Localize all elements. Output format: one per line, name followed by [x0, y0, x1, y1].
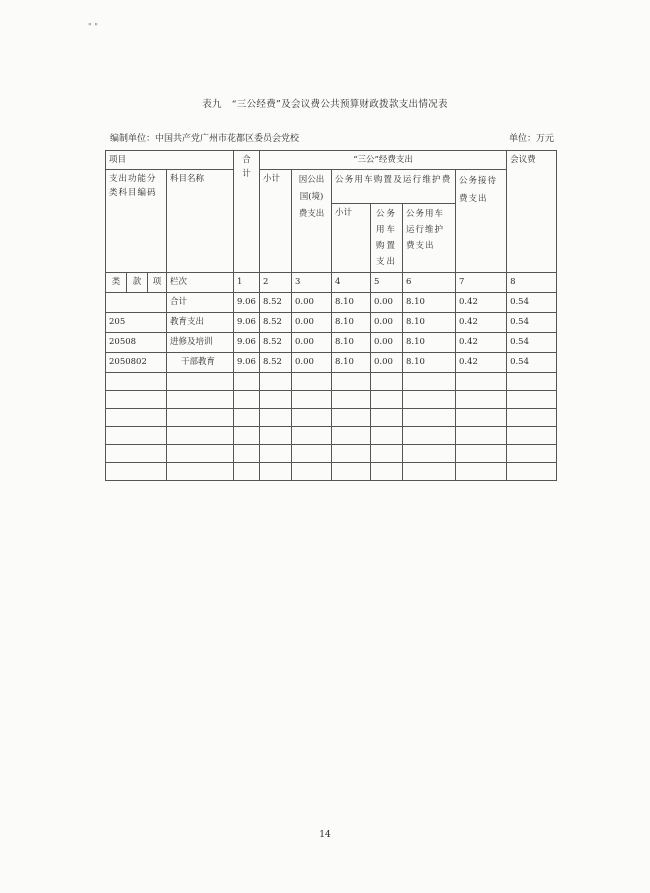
empty-cell [292, 391, 332, 409]
row-cell: 8.10 [403, 293, 456, 313]
empty-cell [292, 463, 332, 481]
row-cell: 0.54 [507, 333, 557, 353]
row-cell: 9.06 [234, 293, 260, 313]
empty-cell [456, 463, 507, 481]
row-cell: 0.00 [292, 353, 332, 373]
row-cell: 8.10 [332, 293, 371, 313]
empty-cell [507, 445, 557, 463]
header-vehicle-purchase [371, 204, 403, 273]
empty-cell [332, 409, 371, 427]
row-cell: 8.10 [403, 333, 456, 353]
empty-cell [106, 427, 167, 445]
col-num-6: 6 [403, 273, 456, 293]
header-total-label: 合计 [242, 155, 251, 179]
row-cell: 0.42 [456, 313, 507, 333]
empty-cell [371, 409, 403, 427]
header-vehicle-purchase-label: 公务用车购置支出 [376, 209, 398, 267]
row-cell: 8.10 [403, 313, 456, 333]
scan-speck: " " [88, 22, 98, 31]
expense-table [105, 150, 557, 481]
empty-cell [260, 373, 292, 391]
row-cell: 0.00 [292, 293, 332, 313]
row-cell: 0.42 [456, 353, 507, 373]
row-cell: 8.10 [332, 353, 371, 373]
header-reception-label: 公务接待费支出 [459, 176, 498, 204]
table-row [106, 313, 557, 333]
row-cell: 0.00 [292, 313, 332, 333]
compiling-unit: 编制单位：中国共产党广州市花都区委员会党校 [110, 134, 300, 144]
empty-cell [403, 409, 456, 427]
empty-row [106, 373, 557, 391]
row-name: 合计 [167, 293, 234, 313]
row-cell: 8.10 [332, 333, 371, 353]
index-xiang: 项 [148, 273, 167, 293]
col-num-3: 3 [292, 273, 332, 293]
row-cell: 0.00 [371, 313, 403, 333]
empty-cell [292, 409, 332, 427]
empty-cell [292, 427, 332, 445]
col-num-8: 8 [507, 273, 557, 293]
row-code [106, 293, 167, 313]
row-name: 干部教育 [167, 353, 234, 373]
row-cell: 0.54 [507, 353, 557, 373]
row-cell: 8.10 [332, 313, 371, 333]
empty-cell [106, 445, 167, 463]
row-cell: 8.52 [260, 313, 292, 333]
row-name: 进修及培训 [167, 333, 234, 353]
empty-cell [456, 409, 507, 427]
page-title: 表九 “三公经费”及会议费公共预算财政拨款支出情况表 [202, 99, 448, 110]
empty-cell [260, 427, 292, 445]
empty-cell [403, 445, 456, 463]
header-abroad [292, 170, 332, 273]
empty-cell [292, 373, 332, 391]
empty-cell [234, 373, 260, 391]
empty-cell [106, 409, 167, 427]
empty-cell [371, 391, 403, 409]
header-item: 项目 [106, 151, 234, 170]
header-func-code-label: 支出功能分类科目编码 [109, 174, 157, 198]
empty-cell [234, 463, 260, 481]
row-cell: 0.00 [292, 333, 332, 353]
table-row [106, 333, 557, 353]
empty-cell [371, 445, 403, 463]
empty-cell [234, 409, 260, 427]
row-code: 20508 [106, 333, 167, 353]
empty-cell [332, 427, 371, 445]
row-name: 教育支出 [167, 313, 234, 333]
row-cell: 0.42 [456, 333, 507, 353]
money-unit: 单位：万元 [508, 134, 554, 144]
row-cell: 9.06 [234, 313, 260, 333]
empty-cell [456, 373, 507, 391]
table-row [106, 293, 557, 313]
row-cell: 9.06 [234, 333, 260, 353]
index-lanci: 栏次 [167, 273, 234, 293]
empty-cell [507, 391, 557, 409]
header-meeting: 会议费 [507, 151, 557, 273]
header-total [234, 151, 260, 273]
header-vehicle [332, 170, 456, 204]
empty-cell [371, 373, 403, 391]
empty-cell [332, 463, 371, 481]
row-cell: 0.42 [456, 293, 507, 313]
row-cell: 9.06 [234, 353, 260, 373]
empty-cell [167, 373, 234, 391]
row-cell: 8.52 [260, 353, 292, 373]
empty-cell [456, 445, 507, 463]
col-num-5: 5 [371, 273, 403, 293]
col-num-1: 1 [234, 273, 260, 293]
empty-cell [403, 391, 456, 409]
empty-cell [456, 427, 507, 445]
col-num-7: 7 [456, 273, 507, 293]
empty-cell [332, 373, 371, 391]
header-func-code [106, 170, 167, 273]
empty-cell [234, 427, 260, 445]
empty-row [106, 409, 557, 427]
row-code: 205 [106, 313, 167, 333]
empty-cell [371, 463, 403, 481]
empty-cell [332, 391, 371, 409]
empty-cell [403, 427, 456, 445]
row-cell: 8.10 [403, 353, 456, 373]
empty-cell [292, 445, 332, 463]
col-num-4: 4 [332, 273, 371, 293]
row-code: 2050802 [106, 353, 167, 373]
header-subject-name: 科目名称 [167, 170, 234, 273]
empty-cell [260, 445, 292, 463]
empty-cell [332, 445, 371, 463]
col-num-2: 2 [260, 273, 292, 293]
empty-cell [106, 463, 167, 481]
empty-cell [403, 463, 456, 481]
index-kuan: 款 [127, 273, 148, 293]
empty-cell [167, 409, 234, 427]
empty-cell [167, 463, 234, 481]
row-cell: 0.54 [507, 293, 557, 313]
row-cell: 8.52 [260, 333, 292, 353]
header-vehicle-run [403, 204, 456, 273]
empty-cell [167, 445, 234, 463]
header-vehicle-label: 公务用车购置及运行维护费 [335, 175, 452, 185]
empty-row [106, 463, 557, 481]
row-cell: 0.00 [371, 333, 403, 353]
header-vehicle-subtotal: 小计 [332, 204, 371, 273]
empty-row [106, 427, 557, 445]
header-reception [456, 170, 507, 273]
empty-cell [260, 409, 292, 427]
empty-cell [456, 391, 507, 409]
header-subtotal: 小计 [260, 170, 292, 273]
empty-cell [106, 373, 167, 391]
empty-cell [507, 373, 557, 391]
row-cell: 0.00 [371, 293, 403, 313]
empty-cell [106, 391, 167, 409]
empty-cell [507, 463, 557, 481]
row-cell: 8.52 [260, 293, 292, 313]
header-sangong: “三公”经费支出 [260, 151, 507, 170]
row-cell: 0.00 [371, 353, 403, 373]
row-cell: 0.54 [507, 313, 557, 333]
empty-cell [260, 391, 292, 409]
header-abroad-label: 因公出国(境)费支出 [298, 175, 325, 219]
empty-cell [507, 409, 557, 427]
index-lei: 类 [106, 273, 127, 293]
empty-row [106, 445, 557, 463]
page-number: 14 [319, 830, 331, 840]
header-vehicle-run-label: 公务用车运行维护费支出 [406, 209, 445, 251]
empty-cell [234, 445, 260, 463]
empty-cell [507, 427, 557, 445]
empty-row [106, 391, 557, 409]
empty-cell [260, 463, 292, 481]
empty-cell [371, 427, 403, 445]
empty-cell [167, 391, 234, 409]
table-row [106, 353, 557, 373]
empty-cell [234, 391, 260, 409]
empty-cell [167, 427, 234, 445]
empty-cell [403, 373, 456, 391]
